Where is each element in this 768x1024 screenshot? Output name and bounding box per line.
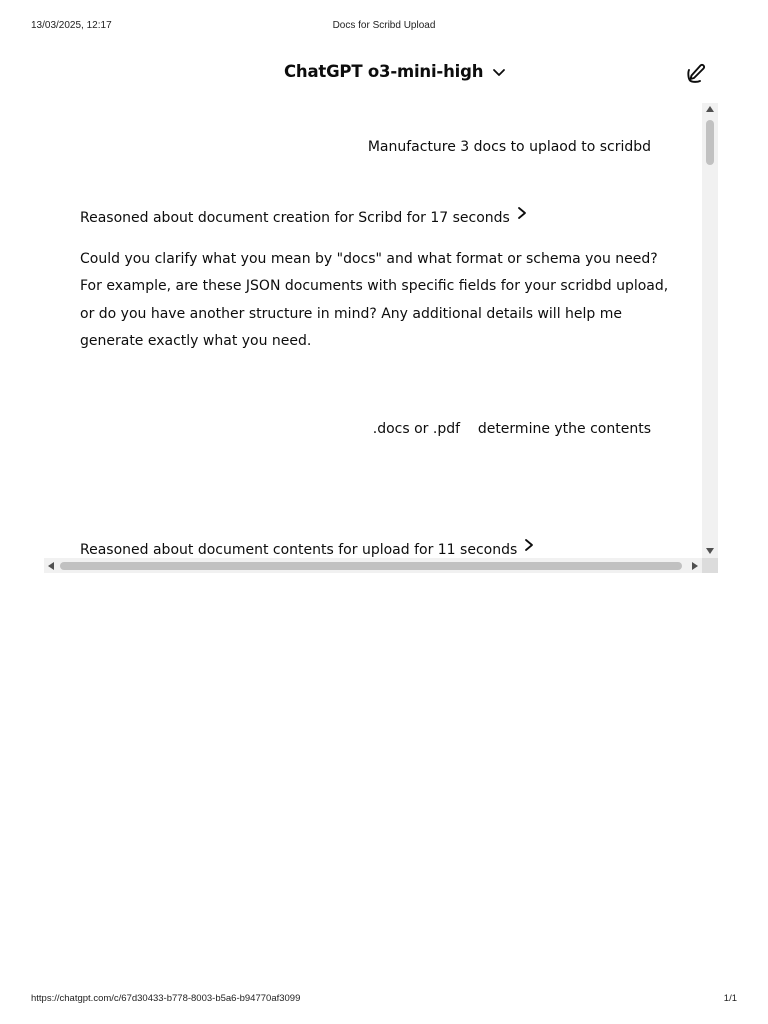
chat-topbar	[44, 45, 718, 101]
user-message: .docs or .pdf determine ythe contents	[372, 421, 651, 437]
chevron-down-icon	[491, 64, 507, 80]
model-switcher-button[interactable]	[284, 62, 507, 81]
print-title: Docs for Scribd Upload	[332, 20, 436, 31]
reasoning-label: Reasoned about document creation for Scribd for 17 seconds	[80, 210, 510, 226]
assistant-message: Could you clarify what you mean by "docs" and what format or schema you need? For example, are these JSON documents with specific fields for your scridbd upload, or do you have another structure in mind? Any additional details will help me generate exactly what you need.	[80, 251, 669, 349]
print-url: https://chatgpt.com/c/67d30433-b778-8003-b5a6-b94770af3099	[31, 993, 301, 1004]
scroll-down-arrow-icon[interactable]	[706, 548, 714, 554]
scroll-right-arrow-icon[interactable]	[692, 562, 698, 570]
model-name: ChatGPT o3-mini-high	[284, 62, 484, 81]
edit-icon[interactable]	[684, 62, 708, 86]
print-datetime: 13/03/2025, 12:17	[31, 20, 112, 31]
reasoning-toggle[interactable]	[80, 206, 528, 226]
vertical-scrollbar[interactable]	[702, 103, 718, 558]
print-page-number: 1/1	[723, 993, 737, 1004]
chevron-right-icon	[523, 538, 535, 552]
chevron-right-icon	[516, 206, 528, 220]
chat-viewport	[44, 45, 718, 575]
scroll-left-arrow-icon[interactable]	[48, 562, 54, 570]
reasoning-toggle[interactable]	[80, 538, 535, 558]
user-message: Manufacture 3 docs to uplaod to scridbd	[367, 139, 651, 155]
chat-thread	[44, 101, 704, 559]
reasoning-label: Reasoned about document contents for upload for 11 seconds	[80, 542, 518, 558]
scroll-up-arrow-icon[interactable]	[706, 106, 714, 112]
scrollbar-corner	[702, 558, 718, 573]
horizontal-scroll-thumb[interactable]	[60, 562, 682, 570]
vertical-scroll-thumb[interactable]	[706, 120, 714, 165]
horizontal-scrollbar[interactable]	[44, 558, 702, 573]
